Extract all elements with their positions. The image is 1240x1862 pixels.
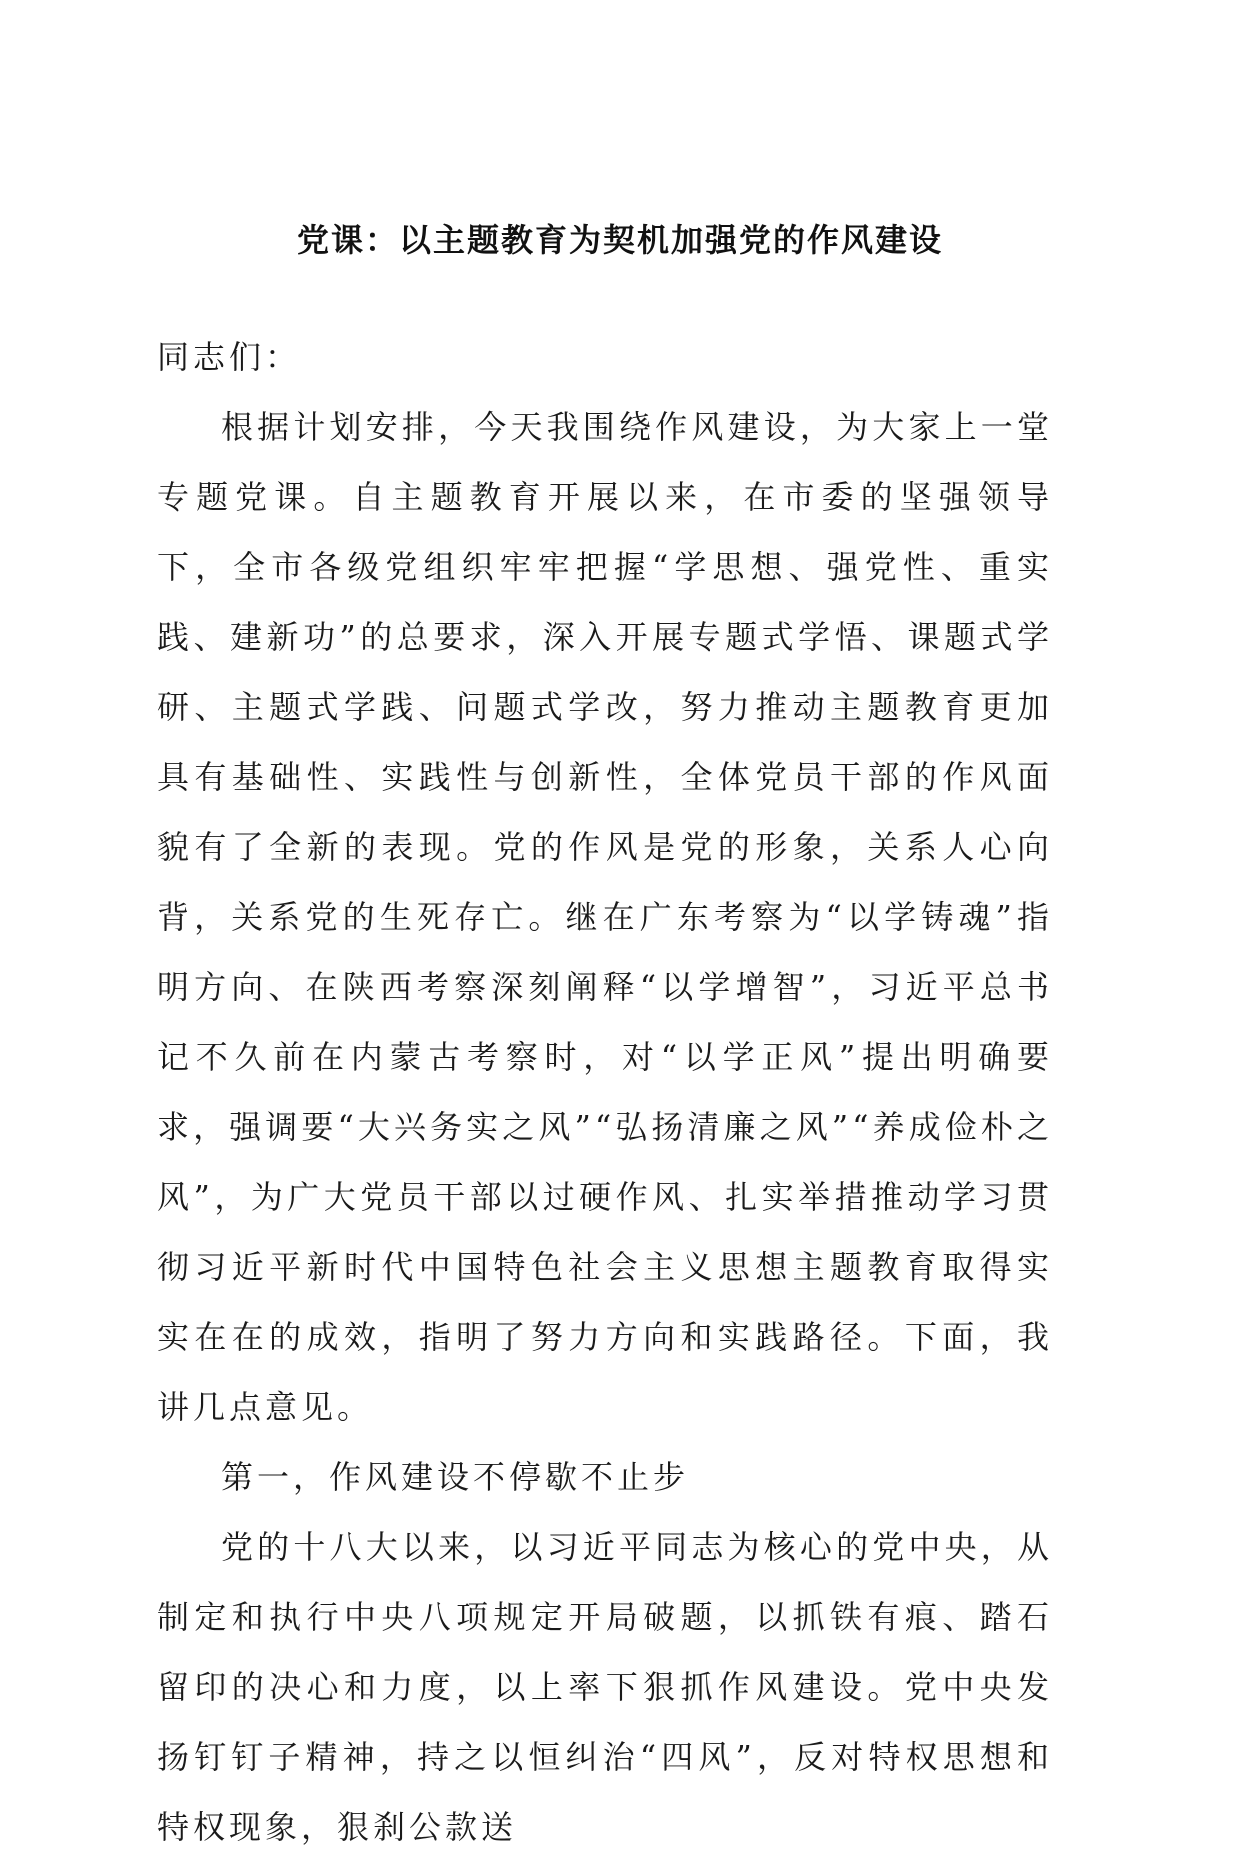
paragraph-section-one: 党的十八大以来，以习近平同志为核心的党中央，从制定和执行中央八项规定开局破题，以抓铁有痕、踏石留印的决心和力度，以上率下狠抓作风建设。党中央发扬钉钉子精神，持之以恒纠治“四风”，反对特权思想和特权现象，狠刹公款送 xyxy=(157,1528,1053,1846)
paragraph-intro: 根据计划安排，今天我围绕作风建设，为大家上一堂专题党课。自主题教育开展以来，在市委的坚强领导下，全市各级党组织牢牢把握“学思想、强党性、重实践、建新功”的总要求，深入开展专题式学悟、课题式学研、主题式学践、问题式学改，努力推动主题教育更加具有基础性、实践性与创新性，全体党员干部的作风面貌有了全新的表现。党的作风是党的形象，关系人心向背，关系党的生死存亡。继在广东考察为“以学铸魂”指明方向、在陕西考察深刻阐释“以学增智”，习近平总书记不久前在内蒙古考察时，对“以学正风”提出明确要求，强调要“大兴务实之风”“弘扬清廉之风”“养成俭朴之风”，为广大党员干部以过硬作风、扎实举措推动学习贯彻习近平新时代中国特色社会主义思想主题教育取得实实在在的成效，指明了努力方向和实践路径。下面，我讲几点意见。 xyxy=(157,408,1053,1426)
section-heading-first: 第一，作风建设不停歇不止步 xyxy=(221,1458,690,1496)
salutation: 同志们： xyxy=(157,338,302,376)
document-body xyxy=(157,322,1053,1862)
document-title: 党课：以主题教育为契机加强党的作风建设 xyxy=(296,221,943,259)
